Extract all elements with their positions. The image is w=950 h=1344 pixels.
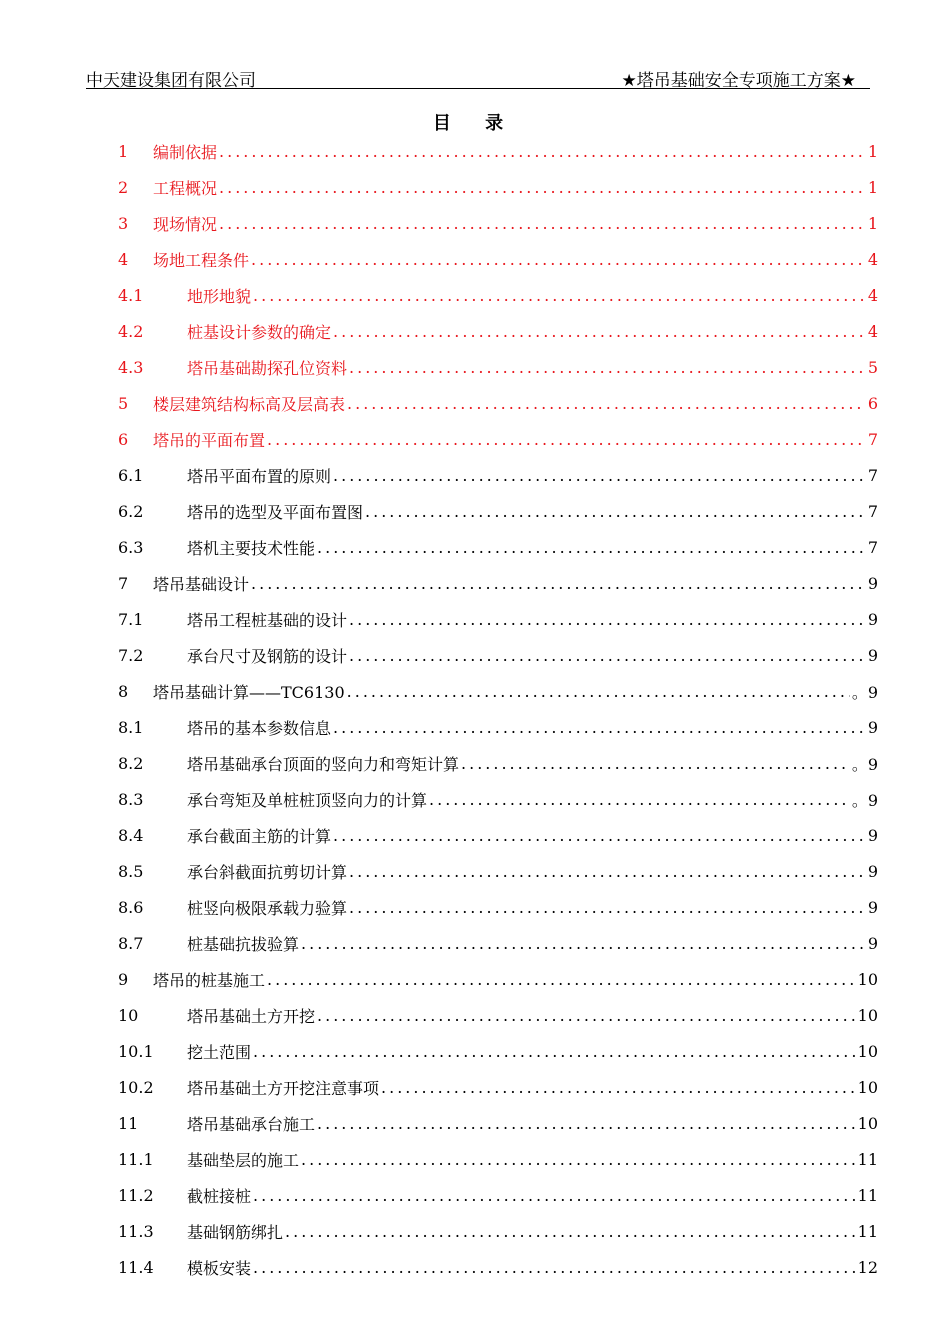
dot-leader	[333, 466, 866, 485]
document-title: ★塔吊基础安全专项施工方案★	[621, 71, 856, 91]
toc-entry-page: 9	[867, 645, 878, 665]
toc-entry-page: 9	[867, 609, 878, 629]
toc-entry-label: 截桩接桩	[187, 1186, 252, 1206]
toc-entry-number: 2	[118, 177, 129, 197]
page-header	[86, 66, 870, 89]
toc-entry-label: 现场情况	[153, 214, 218, 234]
toc-entry-label: 塔吊的桩基施工	[153, 970, 266, 990]
toc-entry-label: 基础垫层的施工	[187, 1150, 300, 1170]
toc-entry-number: 10	[118, 1005, 139, 1025]
toc-entry-number: 7.1	[118, 609, 144, 629]
toc-entry[interactable]	[118, 925, 878, 961]
toc-entry-label: 塔吊基础承台施工	[187, 1114, 316, 1134]
toc-entry-label: 地形地貌	[187, 286, 252, 306]
toc-entry-page: 10	[857, 1041, 878, 1061]
toc-entry-label: 承台弯矩及单桩桩顶竖向力的计算	[187, 790, 428, 810]
toc-entry[interactable]	[118, 817, 878, 853]
toc-entry-label: 塔吊基础计算——TC6130	[153, 682, 345, 702]
toc-entry[interactable]	[118, 853, 878, 889]
toc-entry-number: 4.3	[118, 357, 144, 377]
toc-entry[interactable]	[118, 673, 878, 709]
dot-leader	[251, 574, 866, 593]
dot-leader	[267, 430, 866, 449]
dot-leader	[429, 790, 850, 809]
toc-entry[interactable]	[118, 601, 878, 637]
dot-leader	[333, 826, 866, 845]
toc-entry-number: 9	[118, 969, 129, 989]
toc-entry-label: 塔吊工程桩基础的设计	[187, 610, 348, 630]
toc-entry[interactable]	[118, 565, 878, 601]
toc-entry-label: 塔吊基础设计	[153, 574, 250, 594]
toc-entry-page: 。9	[851, 682, 878, 702]
toc-entry-page: 9	[867, 825, 878, 845]
toc-entry-label: 塔吊平面布置的原则	[187, 466, 332, 486]
toc-entry-label: 模板安装	[187, 1258, 252, 1278]
toc-entry-page: 1	[867, 177, 878, 197]
toc-entry-label: 塔吊基础勘探孔位资料	[187, 358, 348, 378]
dot-leader	[285, 1222, 856, 1241]
toc-entry-page: 1	[867, 213, 878, 233]
toc-entry-label: 塔机主要技术性能	[187, 538, 316, 558]
dot-leader	[253, 1258, 856, 1277]
toc-entry-number: 8	[118, 681, 129, 701]
toc-entry-label: 场地工程条件	[153, 250, 250, 270]
toc-entry-number: 11.1	[118, 1149, 154, 1169]
toc-entry[interactable]	[118, 421, 878, 457]
toc-entry[interactable]	[118, 637, 878, 673]
dot-leader	[349, 358, 866, 377]
toc-entry-page: 9	[867, 897, 878, 917]
dot-leader	[301, 1150, 856, 1169]
toc-title: 目 录	[432, 113, 518, 134]
dot-leader	[333, 322, 866, 341]
toc-entry[interactable]	[118, 133, 878, 169]
toc-entry-label: 基础钢筋绑扎	[187, 1222, 284, 1242]
toc-entry-number: 8.6	[118, 897, 144, 917]
toc-entry-number: 4.1	[118, 285, 144, 305]
toc-entry-number: 6	[118, 429, 129, 449]
toc-entry[interactable]	[118, 1249, 878, 1285]
toc-entry[interactable]	[118, 997, 878, 1033]
dot-leader	[317, 1006, 856, 1025]
toc-entry-number: 4	[118, 249, 129, 269]
company-name: 中天建设集团有限公司	[86, 71, 256, 91]
toc-entry-label: 塔吊的平面布置	[153, 430, 266, 450]
toc-entry-number: 11.3	[118, 1221, 154, 1241]
dot-leader	[219, 178, 866, 197]
toc-entry-page: 9	[867, 933, 878, 953]
toc-entry-page: 。9	[851, 790, 878, 810]
toc-entry[interactable]	[118, 1033, 878, 1069]
dot-leader	[347, 394, 866, 413]
toc-entry[interactable]	[118, 1105, 878, 1141]
toc-entry[interactable]	[118, 205, 878, 241]
toc-entry[interactable]	[118, 1177, 878, 1213]
dot-leader	[251, 250, 866, 269]
toc-entry[interactable]	[118, 961, 878, 997]
dot-leader	[317, 538, 866, 557]
toc-entry-number: 10.2	[118, 1077, 154, 1097]
toc-entry-label: 承台尺寸及钢筋的设计	[187, 646, 348, 666]
toc-entry-page: 。9	[851, 754, 878, 774]
toc-entry-number: 8.7	[118, 933, 144, 953]
toc-entry[interactable]	[118, 457, 878, 493]
toc-entry-page: 7	[867, 465, 878, 485]
dot-leader	[253, 286, 866, 305]
toc-entry-label: 桩基础抗拔验算	[187, 934, 300, 954]
toc-entry-page: 7	[867, 537, 878, 557]
toc-entry-number: 8.4	[118, 825, 144, 845]
toc-entry-number: 6.1	[118, 465, 144, 485]
dot-leader	[349, 610, 866, 629]
dot-leader	[317, 1114, 856, 1133]
toc-entry[interactable]	[118, 241, 878, 277]
toc-entry[interactable]	[118, 349, 878, 385]
dot-leader	[267, 970, 856, 989]
toc-entry-number: 7.2	[118, 645, 144, 665]
toc-entry-page: 9	[867, 717, 878, 737]
toc-entry-page: 10	[857, 969, 878, 989]
toc-entry[interactable]	[118, 1213, 878, 1249]
toc-entry[interactable]	[118, 1141, 878, 1177]
toc-entry-number: 8.3	[118, 789, 144, 809]
toc-entry-page: 10	[857, 1113, 878, 1133]
dot-leader	[219, 214, 866, 233]
toc-entry-page: 9	[867, 861, 878, 881]
toc-entry-number: 8.1	[118, 717, 144, 737]
toc-entry-number: 6.3	[118, 537, 144, 557]
dot-leader	[347, 682, 850, 701]
toc-entry-page: 10	[857, 1077, 878, 1097]
toc-entry-page: 11	[857, 1149, 878, 1169]
toc-entry-label: 工程概况	[153, 178, 218, 198]
toc-entry[interactable]	[118, 493, 878, 529]
toc-entry-label: 塔吊基础土方开挖	[187, 1006, 316, 1026]
dot-leader	[365, 502, 866, 521]
toc-entry-page: 5	[867, 357, 878, 377]
toc-entry-page: 7	[867, 429, 878, 449]
toc-entry-page: 11	[857, 1221, 878, 1241]
toc-entry-page: 9	[867, 573, 878, 593]
toc-entry-number: 11	[118, 1113, 139, 1133]
toc-entry-page: 11	[857, 1185, 878, 1205]
toc-entry-number: 7	[118, 573, 129, 593]
toc-entry[interactable]	[118, 709, 878, 745]
toc-entry-label: 塔吊的选型及平面布置图	[187, 502, 364, 522]
dot-leader	[349, 646, 866, 665]
toc-entry[interactable]	[118, 1069, 878, 1105]
dot-leader	[301, 934, 866, 953]
toc-entry[interactable]	[118, 529, 878, 565]
dot-leader	[253, 1042, 856, 1061]
dot-leader	[349, 898, 866, 917]
toc-entry-label: 塔吊基础承台顶面的竖向力和弯矩计算	[187, 754, 460, 774]
toc-entry-number: 5	[118, 393, 129, 413]
toc-entry[interactable]	[118, 169, 878, 205]
toc-entry-label: 塔吊基础土方开挖注意事项	[187, 1078, 380, 1098]
toc-entry-number: 6.2	[118, 501, 144, 521]
toc-entry-page: 4	[867, 285, 878, 305]
toc-entry-number: 10.1	[118, 1041, 154, 1061]
toc-entry-label: 塔吊的基本参数信息	[187, 718, 332, 738]
toc-entry[interactable]	[118, 277, 878, 313]
toc-entry-label: 桩基设计参数的确定	[187, 322, 332, 342]
dot-leader	[349, 862, 866, 881]
toc-entry-number: 11.2	[118, 1185, 154, 1205]
toc-entry-number: 8.5	[118, 861, 144, 881]
toc-entry-number: 1	[118, 141, 129, 161]
toc-entry-page: 12	[857, 1257, 878, 1277]
toc-entry[interactable]	[118, 781, 878, 817]
toc-entry-page: 10	[857, 1005, 878, 1025]
toc-entry-number: 3	[118, 213, 129, 233]
toc-entry-label: 挖土范围	[187, 1042, 252, 1062]
toc-entry-label: 楼层建筑结构标高及层高表	[153, 394, 346, 414]
toc-entry-page: 6	[867, 393, 878, 413]
toc-entry[interactable]	[118, 385, 878, 421]
toc-entry-label: 桩竖向极限承载力验算	[187, 898, 348, 918]
toc-entry-page: 4	[867, 321, 878, 341]
toc-entry[interactable]	[118, 889, 878, 925]
toc-entry-label: 承台截面主筋的计算	[187, 826, 332, 846]
toc-entry[interactable]	[118, 313, 878, 349]
dot-leader	[253, 1186, 856, 1205]
toc-entry-number: 8.2	[118, 753, 144, 773]
table-of-contents	[118, 133, 878, 1285]
toc-entry-number: 4.2	[118, 321, 144, 341]
toc-entry-number: 11.4	[118, 1257, 154, 1277]
toc-entry-label: 编制依据	[153, 142, 218, 162]
dot-leader	[381, 1078, 856, 1097]
toc-entry-page: 7	[867, 501, 878, 521]
dot-leader	[461, 754, 850, 773]
dot-leader	[219, 142, 866, 161]
dot-leader	[333, 718, 866, 737]
toc-entry-label: 承台斜截面抗剪切计算	[187, 862, 348, 882]
toc-entry-page: 4	[867, 249, 878, 269]
toc-entry[interactable]	[118, 745, 878, 781]
toc-entry-page: 1	[867, 141, 878, 161]
